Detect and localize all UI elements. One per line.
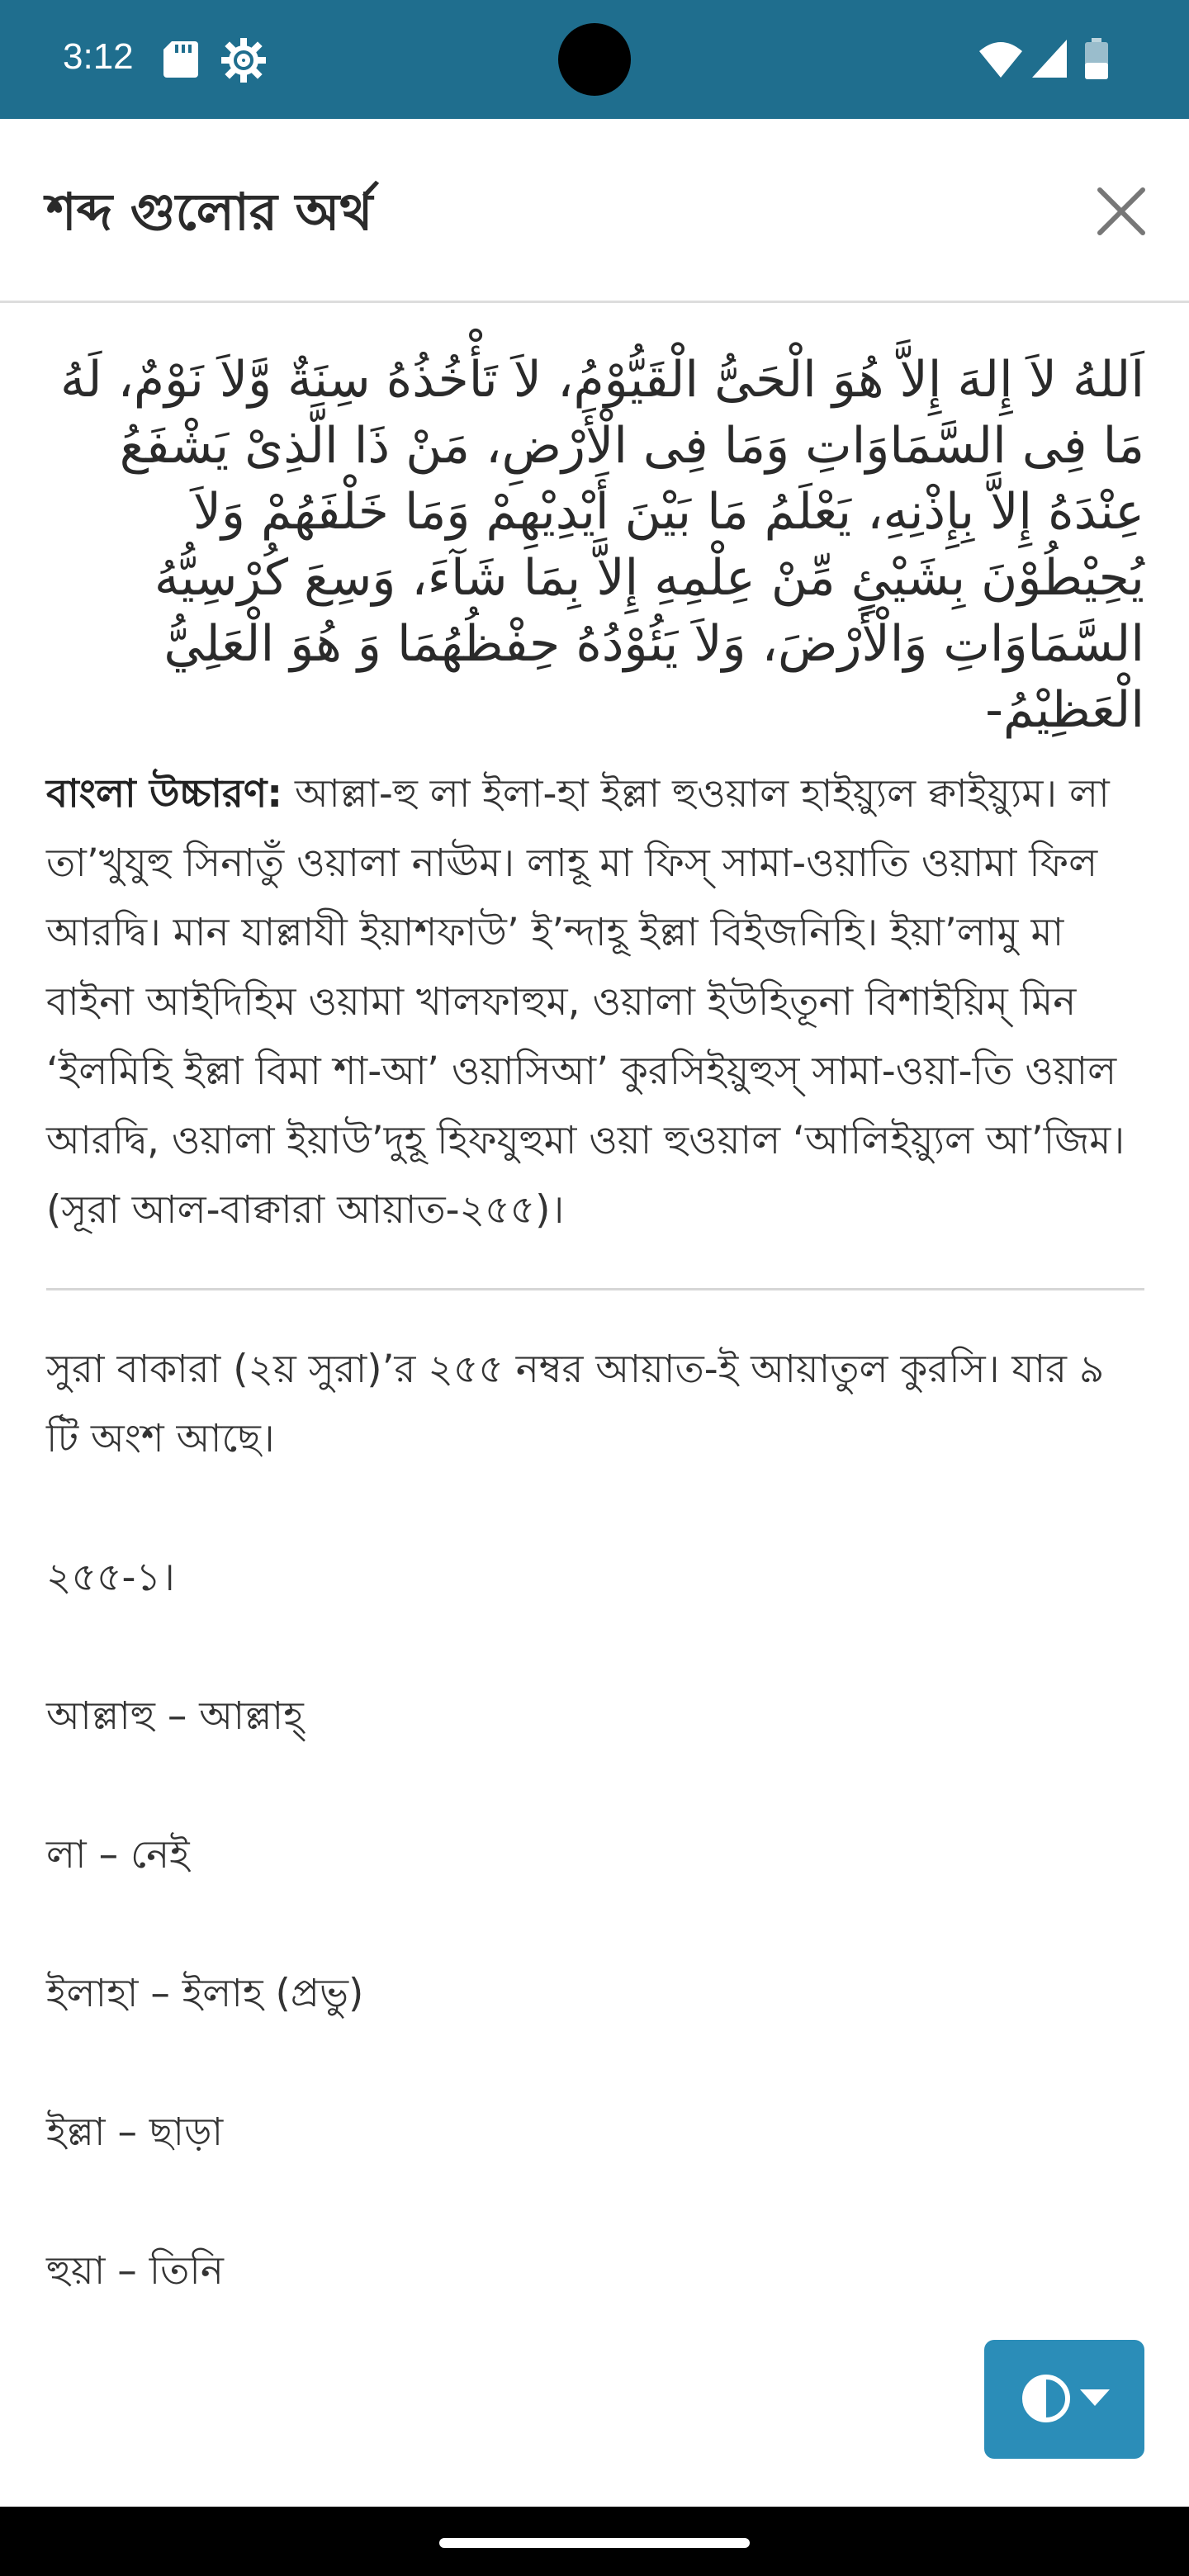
word-list <box>46 1543 1144 2306</box>
signal-icon <box>1032 40 1067 78</box>
home-indicator[interactable] <box>439 2538 750 2548</box>
pronunciation-text: আল্লা-হু লা ইলা-হা ইল্লা হুওয়াল হাইয়্যুল ক্বাইয়্যুম। লা তা’খুযুহু সিনাতুঁ ওয়ালা নাঊম। লাহূ মা ফিস্ সামা-ওয়াতি ওয়ামা ফিল আরদ্বি। মান যাল্লাযী ইয়াশফাউ’ ই’ন্দাহূ ইল্লা বিইজনিহি। ইয়া’লামু মা বাইনা আইদিহিম ওয়ামা খালফাহুম, ওয়ালা ইউহিতূনা বিশাইয়িম্ মিন ‘ইলমিহি ইল্লা বিমা শা-আ’ ওয়াসিআ’ কুরসিইয়ুহুস্ সামা-ওয়া-তি ওয়াল আরদ্বি, ওয়ালা ইয়াউ’দুহূ হিফযুহুমা ওয়া হুওয়াল ‘আলিইয়্যুল আ’জিম। (সূরা আল-বাক্বারা আয়াত-২৫৫)। <box>46 771 1125 1233</box>
list-item: লা – নেই <box>46 1832 190 1878</box>
page-title: শব্দ গুলোর অর্থ <box>46 182 373 242</box>
list-item: ইল্লা – ছাড়া <box>46 2110 224 2155</box>
gear-icon <box>221 38 266 83</box>
section-label: ২৫৫-১। <box>46 1555 175 1600</box>
pronunciation-label: বাংলা উচ্চারণ: <box>46 771 283 817</box>
intro-text: সুরা বাকারা (২য় সুরা)’র ২৫৫ নম্বর আয়াত-ই আয়াতুল কুরসি। যার ৯ টি অংশ আছে। <box>46 1347 1105 1461</box>
list-item: ইলাহা – ইলাহ (প্রভু) <box>46 1971 364 2016</box>
list-item: আল্লাহু – আল্লাহ্ <box>46 1693 304 1739</box>
arabic-verse: اَللهُ لاَ إِلهَ إِلاَّ هُوَ الْحَىُّ الْقَيُّوْمُ، لاَ تَأْخُذُهُ سِنَةٌ وَّلاَ نَوْمٌ، لَهُ مَا فِى السَّمَاوَاتِ وَمَا فِى الْأَرْضِ، مَنْ ذَا الَّذِىْ يَشْفَعُ عِنْدَهُ إِلاَّ بِإِذْنِهِ، يَعْلَمُ مَا بَيْنَ أَيْدِيْهِمْ وَمَا خَلْفَهُمْ وَلاَ يُحِيْطُوْنَ بِشَيْئٍ مِّنْ عِلْمِهِ إِلاَّ بِمَا شَآءَ، وَسِعَ كُرْسِيُّهُ السَّمَاوَاتِ وَالْأَرْضَ، وَلاَ يَئُوْدُهُ حِفْظُهُمَا وَ هُوَ الْعَلِيُّ الْعَظِيْمُ- <box>60 351 1144 739</box>
contrast-icon <box>1021 2373 1072 2424</box>
divider <box>46 1288 1144 1290</box>
battery-icon <box>1085 38 1108 79</box>
theme-button[interactable] <box>984 2340 1144 2459</box>
caret-down-icon <box>1080 2389 1110 2408</box>
pronunciation <box>46 760 1144 1245</box>
status-time: 3:12 <box>63 36 134 77</box>
camera-cutout <box>558 23 631 96</box>
close-icon[interactable] <box>1087 177 1156 246</box>
wifi-icon <box>979 41 1022 78</box>
content <box>46 347 1144 2306</box>
sd-card-icon <box>163 41 198 78</box>
header <box>0 119 1189 303</box>
navigation-bar <box>0 2507 1189 2576</box>
status-bar <box>0 0 1189 119</box>
list-item: হুয়া – তিনি <box>46 2248 224 2294</box>
